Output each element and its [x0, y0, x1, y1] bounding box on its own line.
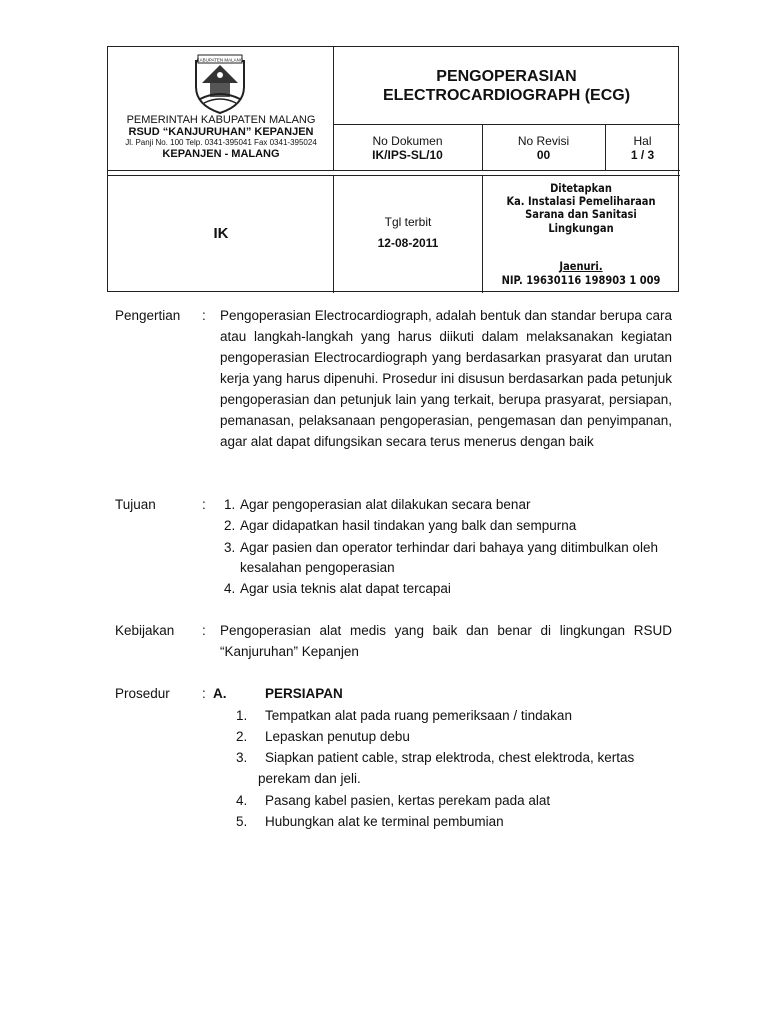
kebijakan-text: Pengoperasian alat medis yang baik dan benar di lingkungan RSUD “Kanjuruhan” Kepanjen [220, 623, 672, 659]
ik-cell [108, 175, 334, 293]
prosedur-item-continuation: perekam dan jeli. [258, 771, 361, 786]
ik-label: IK [213, 225, 229, 242]
no-revisi-cell [482, 124, 606, 171]
no-revisi-value: 00 [536, 148, 551, 162]
org-address: Jl. Panji No. 100 Telp. 0341-395041 Fax 0341-395024 [125, 138, 317, 147]
prosedur-heading: PERSIAPAN [265, 686, 343, 701]
org-hospital-name: RSUD “KANJURUHAN” KEPANJEN [128, 126, 314, 138]
prosedur-item-num: 1. [236, 708, 248, 723]
no-dokumen-label: No Dokumen [372, 134, 443, 148]
prosedur-colon: : [202, 686, 206, 701]
approval-cell [482, 175, 680, 293]
pengertian-text: Pengoperasian Electrocardiograph, adalah bentuk dan standar berupa cara atau langkah-langkah yang harus diikuti dalam melaksanakan kegiatan pengoperasian Electrocardiograph yang berdasarkan prasyarat dan urutan kerja yang harus dipenuhi. Prosedur ini disusun berdasarkan pada petunjuk pengoperasian dan petunjuk lain yang terkait, berupa prasyarat, persiapan, pemanasan, pelaksanaan pengoperasian, pengemasan dan penyimpanan, agar alat dapat difungsikan secara terus menerus dengan baik [220, 308, 672, 449]
tujuan-item-num: 2. [224, 518, 236, 533]
tgl-terbit-value: 12-08-2011 [377, 236, 439, 250]
tujuan-item-text: Agar didapatkan hasil tindakan yang balk dan sempurna [240, 518, 577, 533]
prosedur-item-num: 3. [236, 750, 248, 765]
prosedur-item-text: Hubungkan alat ke terminal pembumian [265, 814, 504, 829]
approver-nip: NIP. 19630116 198903 1 009 [501, 273, 661, 287]
document-title-line1: PENGOPERASIAN [436, 68, 577, 85]
prosedur-item-text: Pasang kabel pasien, kertas perekam pada alat [265, 793, 551, 808]
prosedur-letter: A. [213, 686, 227, 701]
tgl-terbit-label: Tgl terbit [384, 215, 432, 229]
tujuan-item-num: 1. [224, 497, 236, 512]
prosedur-item-text: Lepaskan penutup debu [265, 729, 410, 744]
prosedur-item-num: 2. [236, 729, 248, 744]
title-cell [333, 47, 680, 125]
kebijakan-colon: : [202, 623, 206, 638]
pengertian-label: Pengertian [115, 308, 181, 323]
tujuan-item-num: 4. [224, 581, 236, 596]
tujuan-item-text: Agar pasien dan operator terhindar dari bahaya yang ditimbulkan oleh [240, 540, 659, 555]
tujuan-item-num: 3. [224, 540, 236, 555]
no-dokumen-cell [333, 124, 483, 171]
approver-name: Jaenuri. [559, 259, 603, 273]
approver-position-line2: Sarana dan Sanitasi Lingkungan [525, 207, 637, 235]
no-dokumen-value: IK/IPS-SL/10 [372, 148, 443, 162]
kabupaten-malang-logo [190, 53, 250, 115]
svg-text:KABUPATEN MALANG: KABUPATEN MALANG [196, 57, 244, 63]
prosedur-item-text: Siapkan patient cable, strap elektroda, chest elektroda, kertas [265, 750, 635, 765]
hal-label: Hal [633, 134, 652, 148]
document-header-table [107, 46, 679, 292]
pengertian-colon: : [202, 308, 206, 323]
prosedur-item-num: 4. [236, 793, 248, 808]
document-title-line2: ELECTROCARDIOGRAPH (ECG) [382, 87, 631, 104]
hal-value: 1 / 3 [630, 148, 655, 162]
prosedur-label: Prosedur [115, 686, 170, 701]
prosedur-item-num: 5. [236, 814, 248, 829]
hal-cell [605, 124, 680, 171]
no-revisi-label: No Revisi [517, 134, 570, 148]
ditetapkan-label: Ditetapkan [550, 181, 612, 195]
tgl-terbit-cell [333, 175, 483, 293]
tujuan-label: Tujuan [115, 497, 156, 512]
tujuan-item-continuation: kesalahan pengoperasian [240, 560, 395, 575]
approver-position-line1: Ka. Instalasi Pemeliharaan [506, 194, 656, 208]
prosedur-item-text: Tempatkan alat pada ruang pemeriksaan / tindakan [265, 708, 572, 723]
org-government-name: PEMERINTAH KABUPATEN MALANG [126, 114, 316, 126]
tujuan-item-text: Agar usia teknis alat dapat tercapai [240, 581, 451, 596]
tujuan-item-text: Agar pengoperasian alat dilakukan secara benar [240, 497, 531, 512]
org-city: KEPANJEN - MALANG [162, 148, 280, 160]
tujuan-colon: : [202, 497, 206, 512]
kebijakan-label: Kebijakan [115, 623, 175, 638]
institution-cell [108, 47, 334, 171]
